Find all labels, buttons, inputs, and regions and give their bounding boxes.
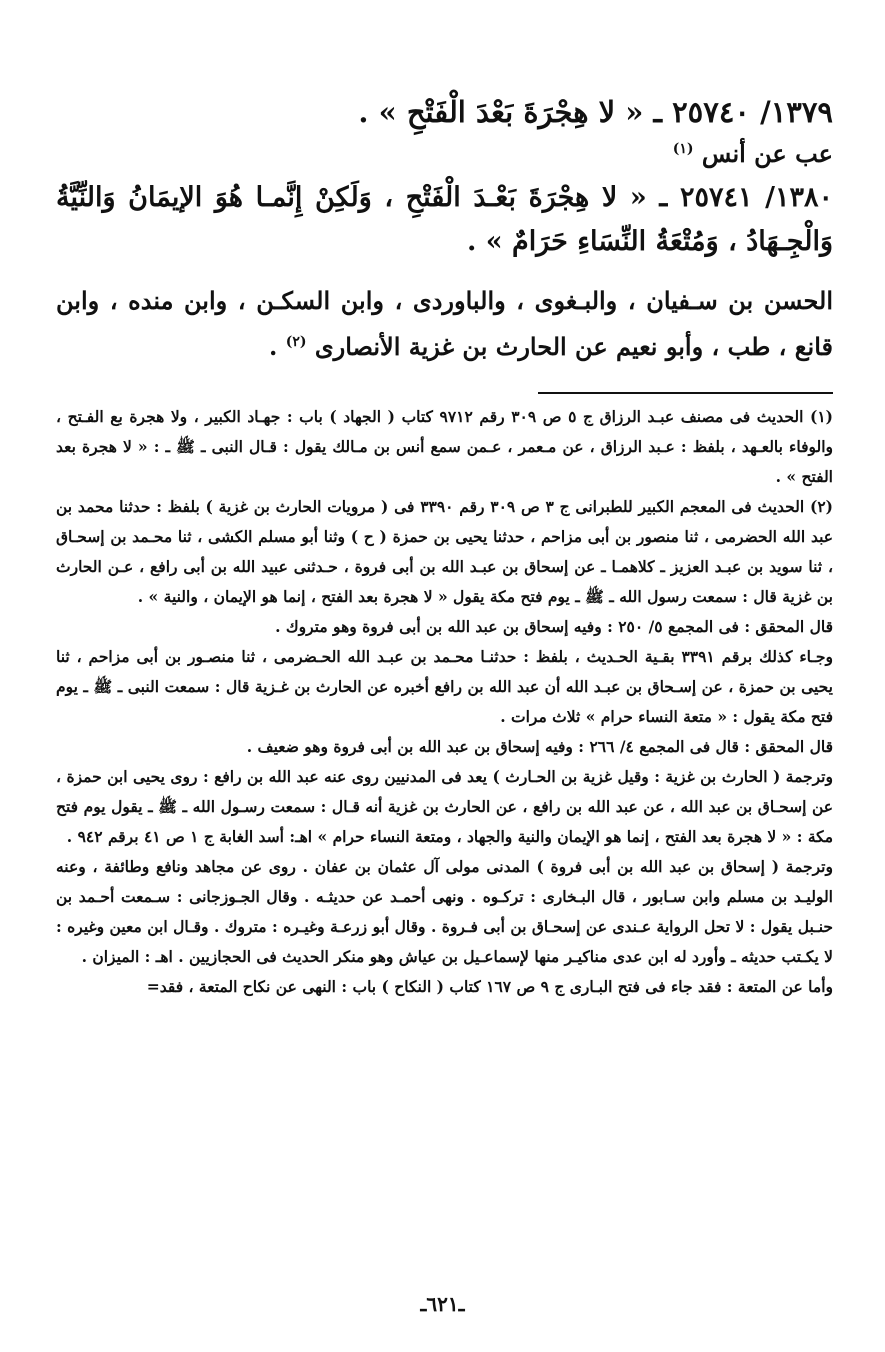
footnote-ref-1[interactable]: (١) bbox=[672, 141, 694, 157]
entry-1379-source-text: عب عن أنس bbox=[701, 139, 833, 168]
footnote-para: وأما عن المتعة : فقد جاء فى فتح البـارى ج ٩ ص ١٦٧ كتاب ( النكاح ) باب : النهى عن نكاح المتعة ، فقد= bbox=[146, 977, 833, 996]
footnote-para: وجـاء كذلك برقم ٣٣٩١ بقـية الحـديث ، بلفظ : حدثنـا محـمد بن عبـد الله الحـضرمى ، ثنا منصـور بن أبى مزاحم ، ثنا يحيى بن حمزة ، عن إسـحاق بن عبـد الله أن عبد الله بن رافع أخبره عن الحارث بن غـزية قال : سمعت النبى ـ ﷺ ـ يوم فتح مكة يقول : « متعة النساء حرام » ثلاث مرات . bbox=[56, 647, 833, 726]
main-text bbox=[56, 90, 833, 370]
footnote-divider bbox=[538, 392, 833, 394]
footnote-1: (١) الحديث فى مصنف عبـد الرزاق ج ٥ ص ٣٠٩ رقم ٩٧١٢ كتاب ( الجهاد ) باب : جهـاد الكبير ، ولا هجرة بع الفـتح ، والوفاء بالعـهد ، بلفظ : عـبد الرزاق ، عن مـعمر ، عـمن سمع أنس بن مـالك يقول : قـال النبى ـ ﷺ ـ : « لا هجرة بعد الفتح » . bbox=[56, 407, 833, 486]
footnote-ref-2[interactable]: (٢) bbox=[285, 334, 307, 350]
footnote-para: قال المحقق : فى المجمع ٥/ ٢٥٠ : وفيه إسحاق بن عبد الله بن أبى فروة وهو متروك . bbox=[275, 617, 833, 636]
footnote-para: وترجمة ( الحارث بن غزية : وقيل غزية بن الحـارث ) يعد فى المدنيين روى عنه عبد الله بن رافع : روى يحيى ابن حمزة ، عن إسحـاق بن عبد الله ، عن عبد الله بن رافع ، عن الحارث بن غزية أنه قـال : سمعت رسـول الله ـ ﷺ ـ يقول يوم فتح مكة : « لا هجرة بعد الفتح ، إنما هو الإيمان والنية والجهاد ، ومتعة النساء حرام » اهـ: أسد الغابة ج ١ ص ٤١ برقم ٩٤٢ . bbox=[56, 767, 833, 846]
page-number: ـ٦٢١ـ bbox=[420, 1292, 465, 1316]
footnote-2: (٢) الحديث فى المعجم الكبير للطبرانى ج ٣ ص ٣٠٩ رقم ٣٣٩٠ فى ( مرويات الحارث بن غزية ) بلفظ : حدثنا محمد بن عبد الله الحضرمى ، ثنا منصور بن أبى مزاحم ، حدثنا يحيى بن حمزة ( ح ) وثنا أبو مسلم الكشى ، ثنا محـمد بن إسحـاق ، ثنا سويد بن عبـد العزيز ـ كلاهمـا ـ عن إسحاق بن عبـد الله بن أبى فروة ، حـدثنى عبيد الله بن أبى رافع ، عـن الحارث بن غزية قال : سمعت رسول الله ـ ﷺ ـ يوم فتح مكة يقول « لا هجرة بعد الفتح ، إنما هو الإيمان ، والنية » . bbox=[56, 497, 833, 606]
footnote-para: قال المحقق : قال فى المجمع ٤/ ٢٦٦ : وفيه إسحاق بن عبد الله بن أبى فروة وهو ضعيف . bbox=[246, 737, 833, 756]
entry-1379-source bbox=[56, 134, 833, 174]
entry-1380-source-text: الحسن بن سـفيان ، والبـغوى ، والباوردى ، وابن السكـن ، وابن منده ، وابن قانع ، طب ، وأبو نعيم عن الحارث بن غزية الأنصارى bbox=[56, 286, 833, 361]
entry-1379-heading: ١٣٧٩/ ٢٥٧٤٠ ـ « لا هِجْرَةَ بَعْدَ الْفَتْحِ » . bbox=[358, 95, 833, 129]
entry-1380-source: الحسن بن سـفيان ، والبـغوى ، والباوردى ، وابن السكـن ، وابن منده ، وابن قانع ، طب ، وأبو نعيم عن الحارث بن غزية الأنصارى $^{(٢)}$ . bbox=[56, 286, 833, 361]
footnote-para: وترجمة ( إسحاق بن عبد الله بن أبى فروة ) المدنى مولى آل عثمان بن عفان . روى عن مجاهد ونافع وطائفة ، وعنه الوليـد بن مسلم وابن سـابور ، قال البـخارى : تركـوه . ونهى أحمـد عن حديثـه . وقال الجـوزجانى : سـمعت أحـمد بن حنـبل يقول : لا تحل الرواية عـندى عن إسحـاق بن أبى فـروة . وقال أبو زرعـة وغيـره : متروك . وقـال ابن معين وغيره : لا يكـتب حديثه ـ وأورد له ابن عدى مناكيـر منها لإسماعـيل بن عياش وهو منكر الحديث فى الحجازيين . اهـ : الميزان . bbox=[56, 857, 833, 966]
entry-1380-heading: ١٣٨٠/ ٢٥٧٤١ ـ « لا هِجْرَةَ بَعْـدَ الْفَتْحِ ، وَلَكِنْ إِنَّمـا هُوَ الإيمَانُ وَالنِّيَّةُ وَالْجِـهَادُ ، وَمُتْعَةُ النِّسَاءِ حَرَامٌ » . bbox=[56, 182, 833, 257]
footnotes bbox=[56, 402, 833, 1002]
